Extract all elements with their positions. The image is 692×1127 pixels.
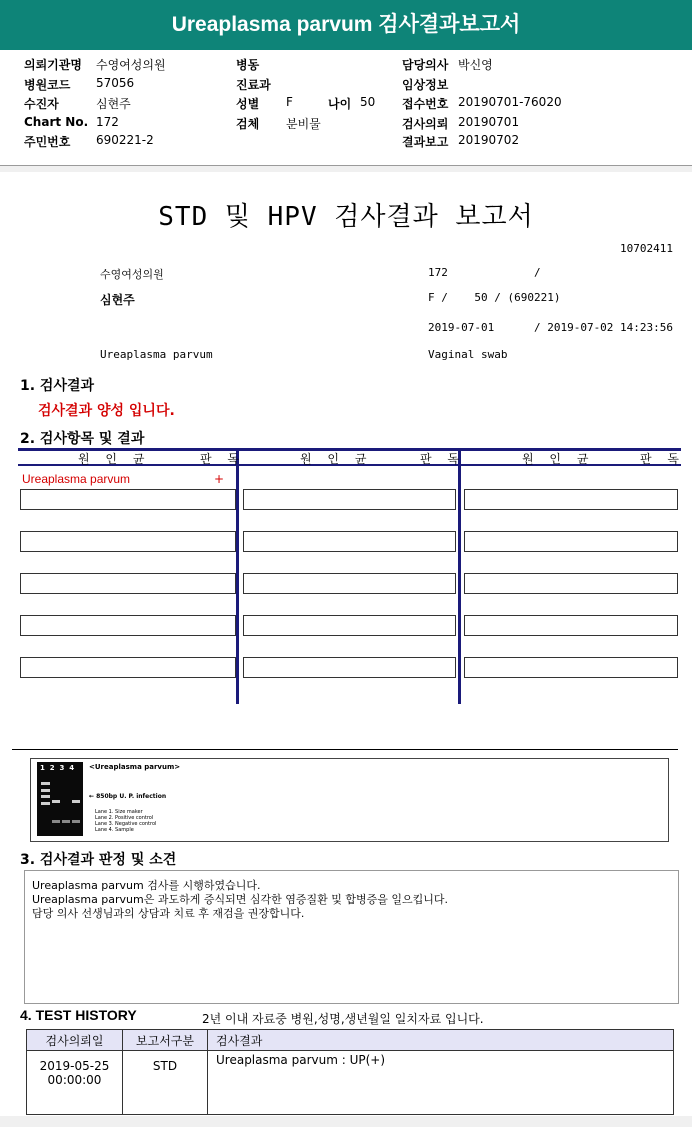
header-label: 의뢰기관명 xyxy=(24,58,82,72)
history-date-cell xyxy=(27,1051,123,1115)
empty-result-box xyxy=(20,573,236,594)
header-label: 결과보고 xyxy=(402,135,449,149)
header-row xyxy=(24,115,88,129)
header-value: 690221-2 xyxy=(96,133,154,147)
gel-legend-line: Lane 3. Negative control xyxy=(95,821,157,827)
opinion-line: 담당 의사 선생님과의 상담과 치료 후 재검을 권장합니다. xyxy=(32,907,305,920)
gel-band xyxy=(62,820,70,823)
empty-result-box xyxy=(20,615,236,636)
report-title: Ureaplasma parvum 검사결과보고서 xyxy=(171,13,521,36)
doc-hospital: 수영여성의원 xyxy=(100,268,164,281)
header-value: 20190701-76020 xyxy=(458,95,562,109)
section3-title: 3. 검사결과 판정 및 소견 xyxy=(20,852,177,868)
gel-band xyxy=(52,820,60,823)
header-label: 진료과 xyxy=(236,78,271,92)
header-row xyxy=(236,95,259,112)
history-header-row xyxy=(27,1030,674,1051)
doc-title: STD 및 HPV 검사결과 보고서 xyxy=(158,202,534,232)
patient-header xyxy=(0,50,692,166)
doc-code: 10702411 xyxy=(620,242,673,255)
history-table xyxy=(26,1029,674,1115)
col-header-pathogen: 원 인 균 xyxy=(300,452,373,466)
header-row xyxy=(24,95,59,112)
header-value: 20190702 xyxy=(458,133,520,147)
empty-result-box xyxy=(464,615,678,636)
history-col-header: 검사결과 xyxy=(208,1030,674,1051)
header-label: 검사의뢰 xyxy=(402,117,449,131)
history-time: 00:00:00 xyxy=(47,1073,102,1087)
result-pathogen: Ureaplasma parvum xyxy=(22,472,131,486)
header-row xyxy=(236,56,259,73)
header-value: 박신영 xyxy=(458,58,493,72)
grid-col-divider xyxy=(236,448,239,704)
header-row xyxy=(402,115,448,132)
empty-result-box xyxy=(464,657,678,678)
doc-chart: 172 xyxy=(428,266,448,279)
header-row xyxy=(402,133,448,150)
header-label: 나이 xyxy=(328,97,352,111)
history-result: Ureaplasma parvum : UP(+) xyxy=(208,1051,674,1115)
history-date: 2019-05-25 xyxy=(39,1059,110,1073)
header-row xyxy=(236,115,259,132)
gel-band xyxy=(72,800,80,803)
empty-result-box xyxy=(243,489,456,510)
header-row xyxy=(24,76,70,93)
header-row xyxy=(24,133,70,150)
gel-legend-line: Lane 2. Positive control xyxy=(95,815,154,821)
col-header-result: 판 독 xyxy=(420,452,465,466)
header-label: 접수번호 xyxy=(402,97,449,111)
header-label: 주민번호 xyxy=(24,135,71,149)
header-row xyxy=(328,95,351,112)
empty-result-box xyxy=(20,489,236,510)
header-label: 병동 xyxy=(236,58,260,72)
gel-band xyxy=(72,820,80,823)
history-type: STD xyxy=(123,1051,208,1115)
header-row xyxy=(236,76,271,93)
gel-legend-line: Lane 1. Size maker xyxy=(95,809,143,815)
header-row xyxy=(402,56,448,73)
header-value: 수영여성의원 xyxy=(96,58,166,72)
gel-band xyxy=(41,795,50,798)
report-page xyxy=(0,172,692,1116)
history-col-header: 검사의뢰일 xyxy=(27,1030,123,1051)
empty-result-box xyxy=(464,489,678,510)
header-label: 담당의사 xyxy=(402,58,449,72)
header-label: Chart No. xyxy=(24,115,89,129)
gel-title: <Ureaplasma parvum> xyxy=(89,763,181,771)
opinion-box xyxy=(24,870,679,1004)
header-label: 임상정보 xyxy=(402,78,449,92)
opinion-line: Ureaplasma parvum은 과도하게 증식되면 심각한 염증질환 및 합병증을 일으킵니다. xyxy=(32,893,448,906)
result-value: + xyxy=(214,472,225,486)
doc-specimen: Vaginal swab xyxy=(428,348,508,361)
col-header-result: 판 독 xyxy=(200,452,245,466)
section4-title: 4. TEST HISTORY xyxy=(20,1007,137,1023)
header-value: 172 xyxy=(96,115,119,129)
doc-patient: 심현주 xyxy=(100,293,135,307)
empty-result-box xyxy=(464,531,678,552)
header-value: 분비물 xyxy=(286,117,321,131)
header-label: 성별 xyxy=(236,97,260,111)
section2-title: 2. 검사항목 및 결과 xyxy=(20,431,145,447)
history-note: 2년 이내 자료중 병원,성명,생년월일 일치자료 입니다. xyxy=(202,1012,484,1026)
header-label: 병원코드 xyxy=(24,78,71,92)
doc-test-name: Ureaplasma parvum xyxy=(100,348,213,361)
empty-result-box xyxy=(464,573,678,594)
gel-legend-line: Lane 4. Sample xyxy=(95,827,134,833)
header-value: F xyxy=(286,95,293,109)
header-row xyxy=(402,76,448,93)
doc-sex-age: F / 50 / (690221) xyxy=(428,291,561,304)
gel-image-panel xyxy=(30,758,669,842)
gel-band xyxy=(41,782,50,785)
gel-image xyxy=(37,762,83,836)
header-label: 수진자 xyxy=(24,97,59,111)
history-col-header: 보고서구분 xyxy=(123,1030,208,1051)
opinion-line: Ureaplasma parvum 검사를 시행하였습니다. xyxy=(32,879,261,892)
header-value: 심현주 xyxy=(96,97,131,111)
col-header-result: 판 독 xyxy=(640,452,685,466)
result-summary: 검사결과 양성 입니다. xyxy=(38,403,175,419)
header-value: 57056 xyxy=(96,76,135,90)
gel-band xyxy=(52,800,60,803)
empty-result-box xyxy=(20,657,236,678)
gel-band xyxy=(41,789,50,792)
col-header-pathogen: 원 인 균 xyxy=(78,452,151,466)
gel-band xyxy=(41,802,50,805)
section1-title: 1. 검사결과 xyxy=(20,378,95,394)
header-label: 검체 xyxy=(236,117,260,131)
header-row xyxy=(402,95,448,112)
table-row xyxy=(27,1051,674,1115)
header-row xyxy=(24,56,82,73)
separator-rule xyxy=(12,749,678,750)
doc-chart-sep: / xyxy=(534,266,541,279)
empty-result-box xyxy=(243,657,456,678)
gel-band-label: ← 850bp U. P. infection xyxy=(89,793,167,800)
empty-result-box xyxy=(243,531,456,552)
header-value: 20190701 xyxy=(458,115,520,129)
empty-result-box xyxy=(243,573,456,594)
report-title-bar xyxy=(0,0,692,50)
doc-dates: 2019-07-01 / 2019-07-02 14:23:56 xyxy=(428,321,674,334)
lane-numbers: 1 2 3 4 xyxy=(40,764,75,772)
col-header-pathogen: 원 인 균 xyxy=(522,452,595,466)
empty-result-box xyxy=(20,531,236,552)
grid-col-divider xyxy=(458,448,461,704)
header-value: 50 xyxy=(360,95,376,109)
empty-result-box xyxy=(243,615,456,636)
